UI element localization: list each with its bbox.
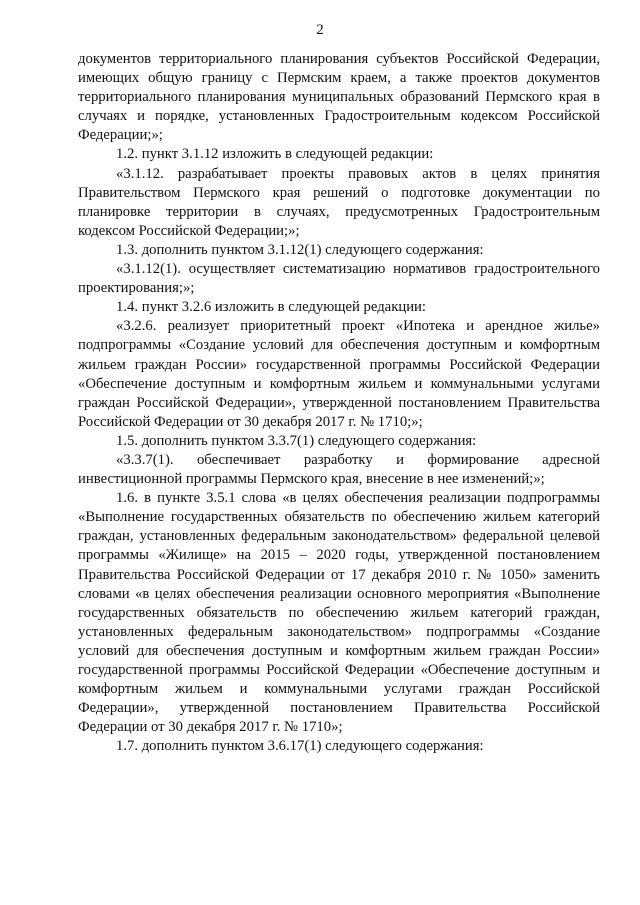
paragraph-quote-3-3-7-1: «3.3.7(1). обеспечивает разработку и формирование адресной инвестиционной программы Пермского края, внесение в нее изменений;»;: [78, 451, 600, 488]
paragraph-item-1-6: 1.6. в пункте 3.5.1 слова «в целях обеспечения реализации подпрограммы «Выполнение государственных обязательств по обеспечению жильем категорий граждан, установленных федеральным законодательством» федеральной целевой программы «Жилище» на 2015 – 2020 годы, утвержденной постановлением Правительства Российской Федерации от 17 декабря 2010 г. № 1050» заменить словами «в целях обеспечения реализации основного мероприятия «Выполнение государственных обязательств по обеспечению жильем категорий граждан, установленных федеральным законодательством» подпрограммы «Создание условий для обеспечения доступным и комфортным жильем граждан России» государственной программы Российской Федерации «Обеспечение доступным и комфортным жильем и коммунальными услугами граждан Российской Федерации», утвержденной постановлением Правительства Российской Федерации от 30 декабря 2017 г. № 1710»;: [78, 490, 600, 736]
paragraph-quote-3-2-6: «3.2.6. реализует приоритетный проект «Ипотека и арендное жилье» подпрограммы «Создание условий для обеспечения доступным и комфортным жильем граждан России» государственной программы Российской Федерации «Обеспечение доступным и комфортным жильем и коммунальными услугами граждан Российской Федерации», утвержденной постановлением Правительства Российской Федерации от 30 декабря 2017 г. № 1710;»;: [78, 318, 600, 430]
paragraph-item-1-3: 1.3. дополнить пунктом 3.1.12(1) следующего содержания:: [116, 241, 484, 258]
paragraph-item-1-5: 1.5. дополнить пунктом 3.3.7(1) следующего содержания:: [116, 432, 477, 449]
paragraph-quote-3-1-12-1: «3.1.12(1). осуществляет систематизацию нормативов градостроительного проектирования;»;: [78, 261, 600, 297]
paragraph-item-1-4: 1.4. пункт 3.2.6 изложить в следующей редакции:: [116, 299, 427, 316]
paragraph-item-1-7: 1.7. дополнить пунктом 3.6.17(1) следующего содержания:: [116, 738, 484, 755]
page-number: 2: [316, 22, 324, 38]
paragraph-continuation: документов территориального планирования субъектов Российской Федерации, имеющих общую границу с Пермским краем, а также проектов документов территориального планирования муниципальных образований Пермского края в случаях и порядке, установленных Градостроительным кодексом Российской Федерации;»;: [78, 51, 600, 144]
document-body: [78, 50, 600, 756]
paragraph-item-1-2: 1.2. пункт 3.1.12 изложить в следующей редакции:: [116, 146, 434, 163]
paragraph-quote-3-1-12: «3.1.12. разрабатывает проекты правовых актов в целях принятия Правительством Пермского края решений о подготовке документации по планировке территории в случаях, предусмотренных Градостроительным кодексом Российской Федерации;»;: [78, 165, 600, 239]
